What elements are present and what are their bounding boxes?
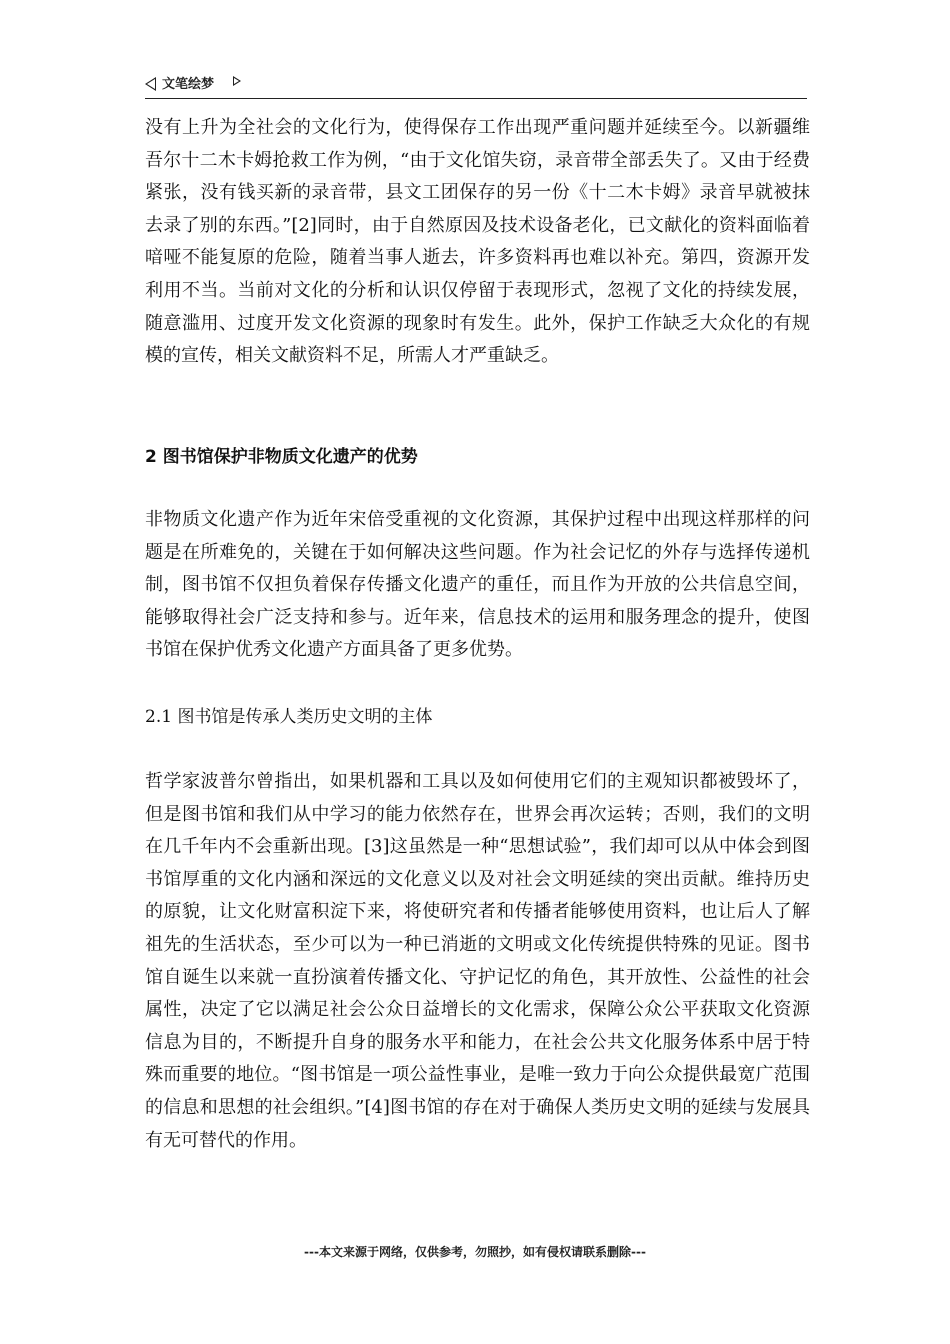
triangle-right-icon [233, 76, 241, 86]
header-title: 文笔绘梦 [162, 77, 215, 92]
page-footer-disclaimer: ---本文来源于网络，仅供参考，勿照抄，如有侵权请联系删除--- [304, 1245, 646, 1259]
section-heading-2-1: 2.1 图书馆是传承人类历史文明的主体 [145, 707, 433, 727]
page-header [145, 72, 807, 99]
document-body [145, 112, 810, 1151]
section-heading-2: 2 图书馆保护非物质文化遗产的优势 [145, 447, 418, 467]
triangle-left-icon [145, 77, 156, 91]
paragraph-3: 哲学家波普尔曾指出，如果机器和工具以及如何使用它们的主观知识都被毁坏了，但是图书馆和我们从中学习的能力依然存在，世界会再次运转；否则，我们的文明在几千年内不会重新出现。[3]这虽然是一种“思想试验”，我们却可以从中体会到图书馆厚重的文化内涵和深远的文化意义以及对社会文明延续的突出贡献。维持历史的原貌，让文化财富积淀下来，将使研究者和传播者能够使用资料，也让后人了解祖先的生活状态，至少可以为一种已消逝的文明或文化传统提供特殊的见证。图书馆自诞生以来就一直扮演着传播文化、守护记忆的角色，其开放性、公益性的社会属性，决定了它以满足社会公众日益增长的文化需求，保障公众公平获取文化资源信息为目的，不断提升自身的服务水平和能力，在社会公共文化服务体系中居于特殊而重要的地位。“图书馆是一项公益性事业，是唯一致力于向公众提供最宽广范围的信息和思想的社会组织。”[4]图书馆的存在对于确保人类历史文明的延续与发展具有无可替代的作用。 [145, 771, 810, 1151]
paragraph-2: 非物质文化遗产作为近年宋倍受重视的文化资源，其保护过程中出现这样那样的问题是在所难免的，关键在于如何解决这些问题。作为社会记忆的外存与选择传递机制，图书馆不仅担负着保存传播文化遗产的重任，而且作为开放的公共信息空间，能够取得社会广泛支持和参与。近年来，信息技术的运用和服务理念的提升，使图书馆在保护优秀文化遗产方面具备了更多优势。 [145, 509, 810, 661]
paragraph-1: 没有上升为全社会的文化行为，使得保存工作出现严重问题并延续至今。以新疆维吾尔十二木卡姆抢救工作为例，“由于文化馆失窃，录音带全部丢失了。又由于经费紧张，没有钱买新的录音带，县文工团保存的另一份《十二木卡姆》录音早就被抹去录了别的东西。”[2]同时，由于自然原因及技术设备老化，已文献化的资料面临着喑哑不能复原的危险，随着当事人逝去，许多资料再也难以补充。第四，资源开发利用不当。当前对文化的分析和认识仅停留于表现形式，忽视了文化的持续发展，随意滥用、过度开发文化资源的现象时有发生。此外，保护工作缺乏大众化的有规模的宣传，相关文献资料不足，所需人才严重缺乏。 [145, 117, 810, 367]
